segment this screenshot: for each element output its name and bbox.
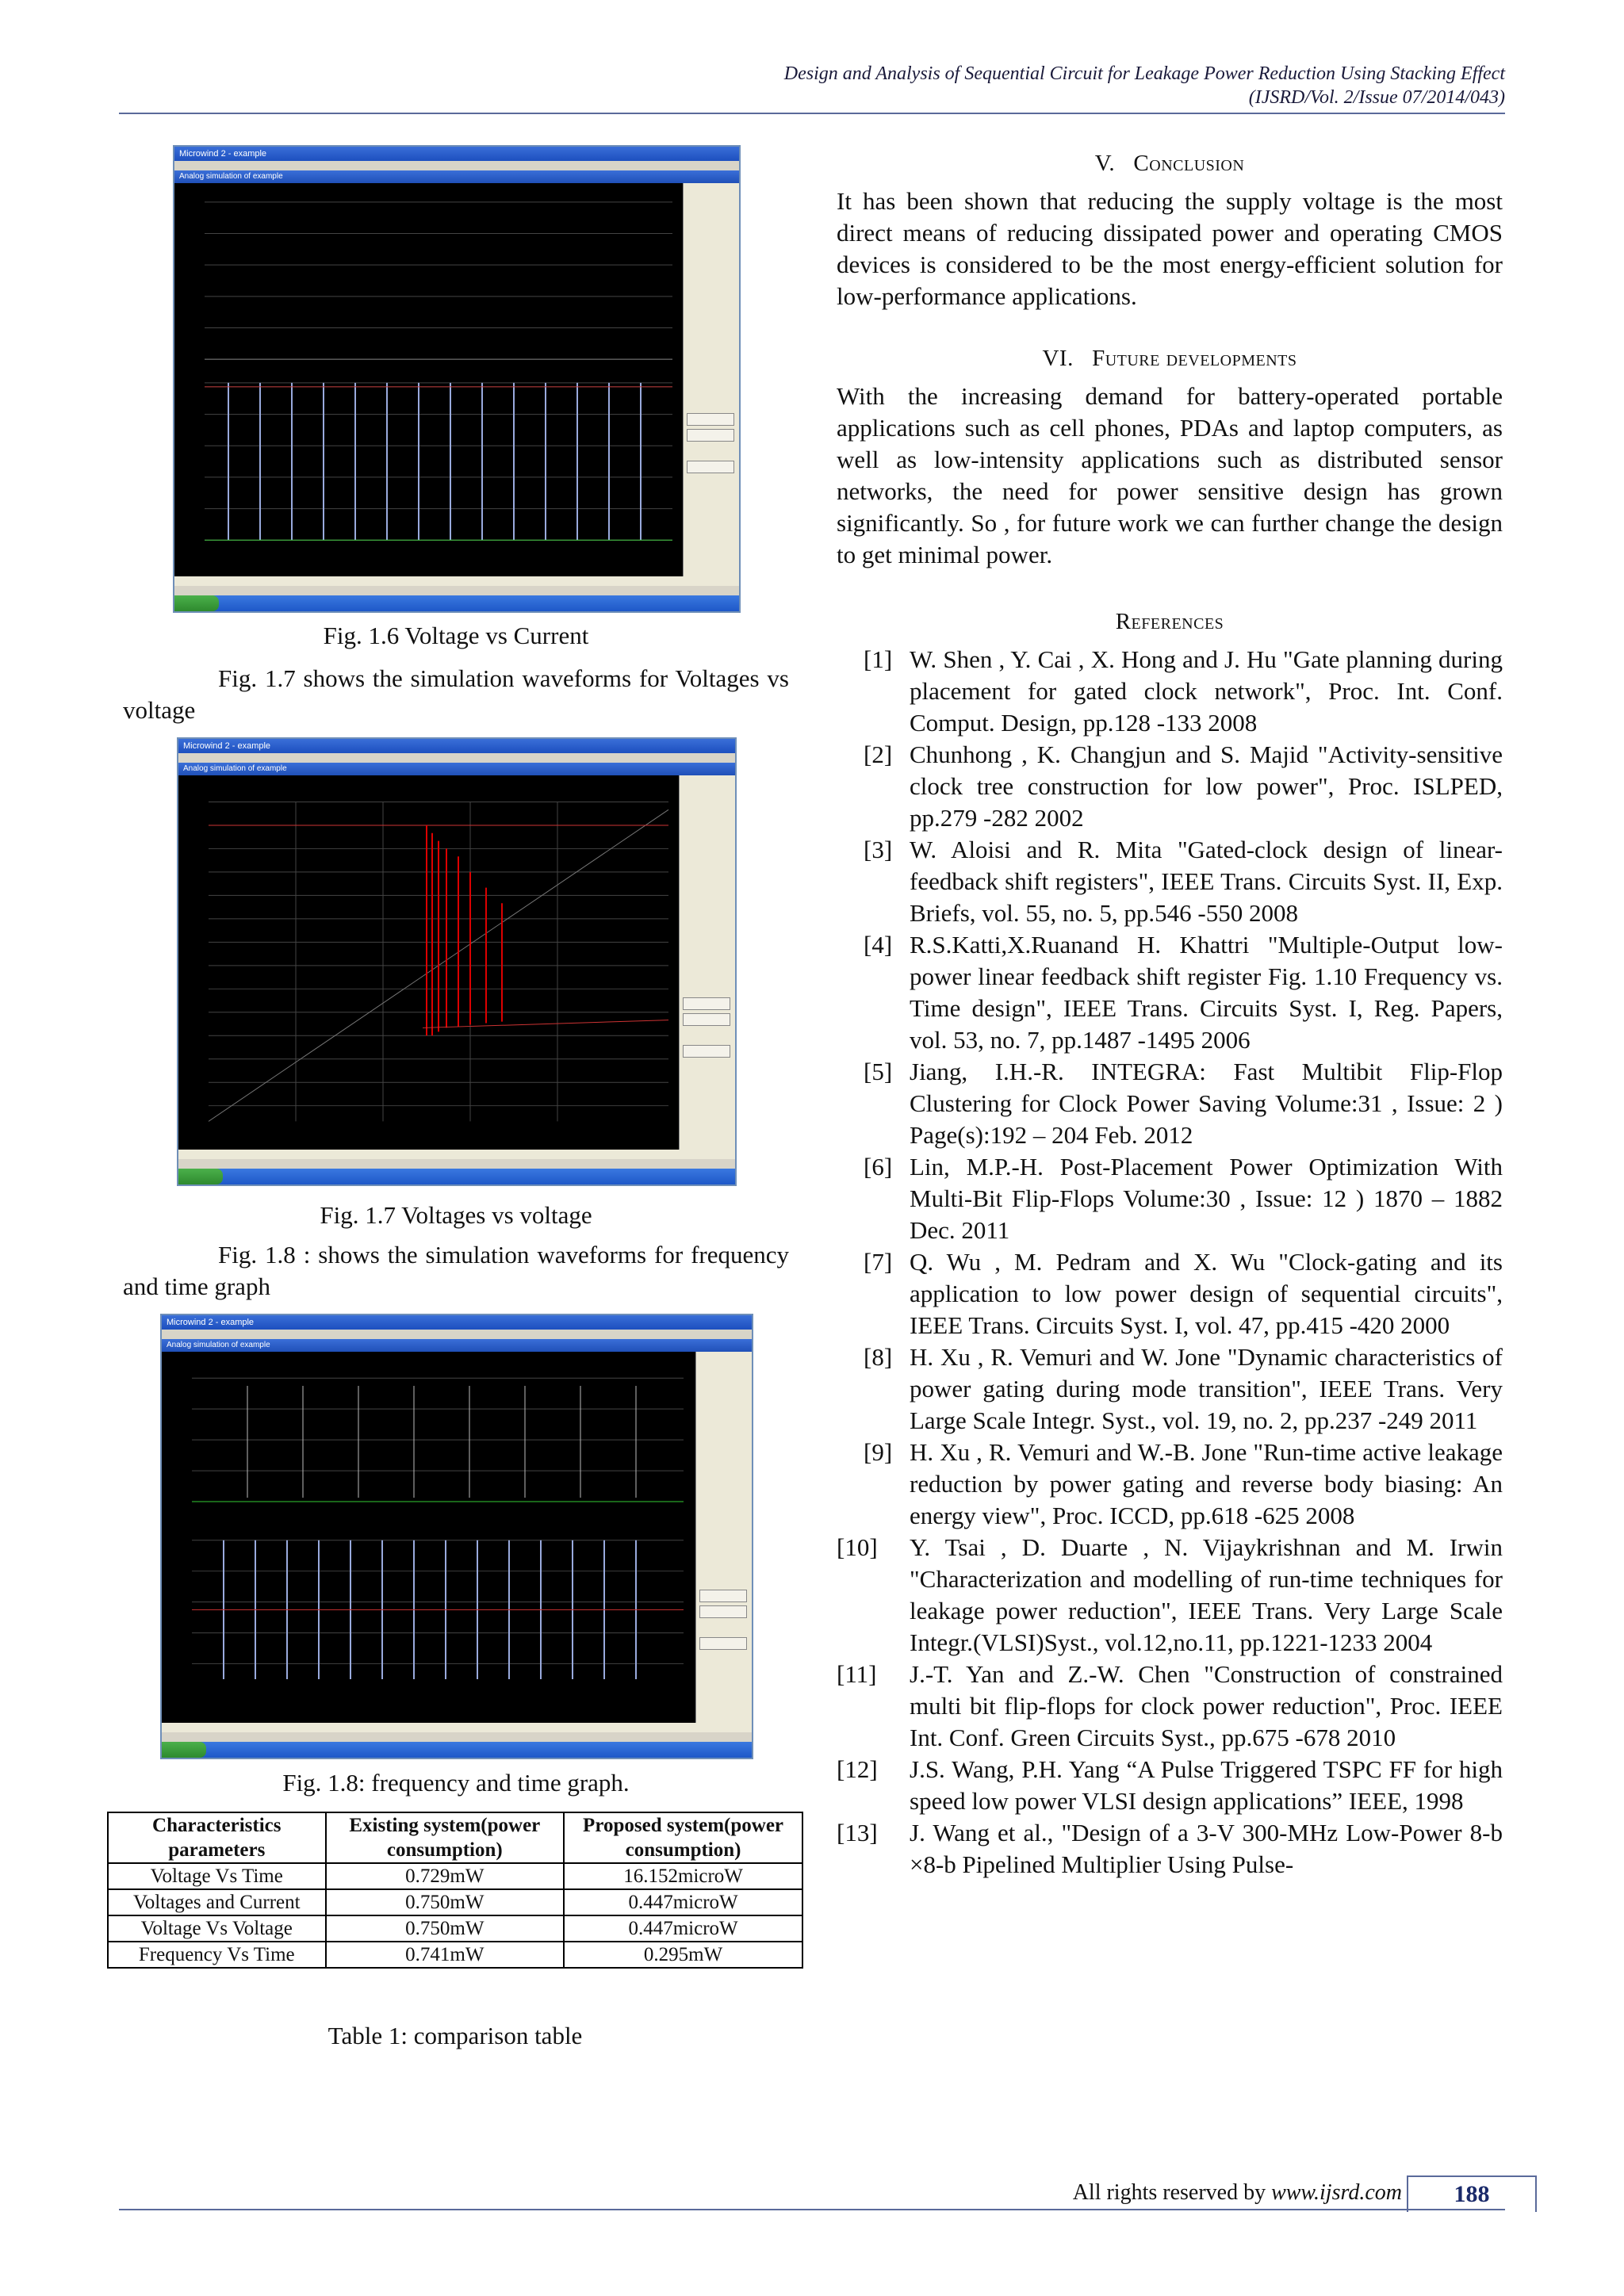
reference-number: [12] [837,1755,878,1783]
status-bar [162,1732,752,1742]
reference-item [837,1754,1503,1817]
header-issue: (IJSRD/Vol. 2/Issue 07/2014/043) [1248,87,1505,108]
table-cell: Voltages and Current [108,1889,326,1915]
reference-number: [5] [864,1058,893,1085]
reference-number: [1] [864,645,893,673]
right-column [837,143,1503,1881]
table-row [108,1915,802,1942]
start-button[interactable] [174,595,219,611]
future-number: VI. [1042,346,1074,371]
reset-button[interactable] [687,429,734,442]
table-header: Characteristics parameters [108,1812,326,1863]
site-link[interactable]: www.ijsrd.com [1271,2180,1402,2205]
window-title: Microwind 2 - example [178,739,735,753]
conclusion-text: It has been shown that reducing the supply voltage is the most direct means of reducing dissipated power and operating CMOS devices is considered to be the most energy-efficient solution for low-performance applications. [837,187,1503,310]
menu-bar [174,161,739,170]
running-header [784,62,1505,109]
more-button[interactable] [699,1590,747,1602]
reference-item [837,1437,1503,1532]
table-row [108,1889,802,1915]
reference-item [837,1341,1503,1437]
reference-item [837,1056,1503,1151]
frequency-time-plot [168,1355,691,1710]
table-row [108,1863,802,1889]
reference-text: H. Xu , R. Vemuri and W. Jone "Dynamic characteristics of power gating during mode transition", IEEE Trans. Very Large Scale Integr. Syst., vol. 19, no. 2, pp.237 -249 2011 [910,1343,1503,1434]
tab-strip [178,1150,735,1159]
voltage-transfer-plot [185,779,676,1137]
reference-text: Y. Tsai , D. Duarte , N. Vijaykrishnan and M. Irwin "Characterization and modelling of run-time techniques for leakage power reduction", IEEE Trans. Very Large Scale Integr.(VLSI)Syst., vol.12,no.11, pp.1221-1233 2004 [910,1533,1503,1656]
header-title: Design and Analysis of Sequential Circuit for Leakage Power Reduction Using Stacking Effect [783,63,1505,84]
menu-bar [162,1330,752,1339]
table-header: Existing system(power consumption) [326,1812,565,1863]
table-cell: 0.447microW [564,1915,802,1942]
reference-list [837,644,1503,1881]
reference-number: [10] [837,1533,878,1561]
table-cell: 0.729mW [326,1863,565,1889]
reference-text: Lin, M.P.-H. Post-Placement Power Optimization With Multi-Bit Flip-Flops Volume:30 , Issue: 12 ) 1870 – 1882 Dec. 2011 [910,1153,1503,1244]
close-button[interactable] [699,1637,747,1650]
more-button[interactable] [683,997,730,1010]
taskbar [162,1742,752,1758]
table-cell: 0.750mW [326,1915,565,1942]
footer-text [1073,2180,1402,2206]
reference-text: W. Aloisi and R. Mita "Gated-clock design of linear-feedback shift registers", IEEE Trans. Circuits Syst. II, Exp. Briefs, vol. 55, no. 5, pp.546 -550 2008 [910,836,1503,927]
reference-text: W. Shen , Y. Cai , X. Hong and J. Hu "Gate planning during placement for gated clock network", Proc. Int. Conf. Comput. Design, pp.128 -133 2008 [910,645,1503,737]
figure-1-7-screenshot [177,737,737,1186]
table-caption: Table 1: comparison table [327,2022,583,2049]
start-button[interactable] [178,1169,223,1184]
reference-item [837,929,1503,1056]
more-button[interactable] [687,413,734,426]
close-button[interactable] [687,461,734,473]
reference-item [837,1659,1503,1754]
reference-text: H. Xu , R. Vemuri and W.-B. Jone "Run-time active leakage reduction by power gating and reverse body biasing: An energy view", Proc. ICCD, pp.618 -625 2008 [910,1438,1503,1529]
future-title: Future developments [1092,346,1297,371]
inner-window-title: Analog simulation of example [178,763,735,775]
reference-item [837,644,1503,739]
comparison-table [107,1812,803,1969]
window-title: Microwind 2 - example [162,1315,752,1330]
conclusion-heading [837,147,1503,179]
table-row [108,1942,802,1968]
table-cell: 0.750mW [326,1889,565,1915]
window-title: Microwind 2 - example [174,147,739,161]
inner-window-title: Analog simulation of example [174,170,739,183]
control-panel [683,183,739,576]
reference-text: Q. Wu , M. Pedram and X. Wu "Clock-gating and its application to low power design of sequential circuits", IEEE Trans. Circuits Syst. I, vol. 47, pp.415 -420 2000 [910,1248,1503,1339]
reference-number: [4] [864,931,893,959]
table-cell: 0.295mW [564,1942,802,1968]
taskbar [178,1169,735,1184]
reference-text: Chunhong , K. Changjun and S. Majid "Activity-sensitive clock tree construction for low power", Proc. ISLPED, pp.279 -282 2002 [910,740,1503,832]
status-bar [174,586,739,595]
reset-button[interactable] [699,1605,747,1618]
figure-1-6-screenshot [173,145,741,613]
reset-button[interactable] [683,1013,730,1026]
tab-strip [174,576,739,586]
future-text: With the increasing demand for battery-operated portable applications such as cell phones, PDAs and laptop computers, as well as low-intensity applications such as distributed sensor networks, the need for power sensitive design has grown significantly. So , for future work we can further change the design to get minimal power. [837,382,1503,568]
inner-window-title: Analog simulation of example [162,1339,752,1352]
reference-number: [9] [864,1438,893,1466]
reference-text: R.S.Katti,X.Ruanand H. Khattri "Multiple-Output low-power linear feedback shift register Fig. 1.10 Frequency vs. Time design", IEEE Trans. Circuits Syst. I, Reg. Papers, vol. 53, no. 7, pp.1487 -1495 2006 [910,931,1503,1054]
footer-rule [119,2209,1505,2210]
reference-number: [2] [864,740,893,768]
reference-item [837,1532,1503,1659]
future-heading [837,342,1503,374]
reference-item [837,834,1503,929]
tab-strip [162,1723,752,1732]
conclusion-number: V. [1094,151,1116,176]
close-button[interactable] [683,1045,730,1058]
control-panel [679,775,735,1150]
status-bar [178,1159,735,1169]
start-button[interactable] [162,1742,206,1758]
page-number: 188 [1407,2175,1537,2212]
reference-text: J. Wang et al., "Design of a 3-V 300-MHz Low-Power 8-b ×8-b Pipelined Multiplier Using Pulse- [910,1819,1503,1878]
clock-pulses [228,383,641,540]
reference-number: [13] [837,1819,878,1846]
references-heading: References [1115,609,1224,634]
figure-1-8-intro: Fig. 1.8 : shows the simulation waveforms for frequency and time graph [123,1241,789,1300]
reference-item [837,1246,1503,1341]
figure-1-7-caption: Fig. 1.7 Voltages vs voltage [320,1201,592,1229]
table-cell: Frequency Vs Time [108,1942,326,1968]
reference-item [837,1151,1503,1246]
header-rule [119,113,1505,114]
reference-number: [7] [864,1248,893,1276]
taskbar [174,595,739,611]
reference-number: [11] [837,1660,877,1688]
reference-number: [6] [864,1153,893,1181]
reference-text: J.-T. Yan and Z.-W. Chen "Construction of constrained multi bit flip-flops for clock power reduction", Proc. IEEE Int. Conf. Green Circuits Syst., pp.675 -678 2010 [910,1660,1503,1751]
table-cell: 0.741mW [326,1942,565,1968]
reference-number: [8] [864,1343,893,1371]
table-header-row [108,1812,802,1863]
figure-1-8-caption: Fig. 1.8: frequency and time graph. [282,1769,630,1797]
conclusion-title: Conclusion [1133,151,1245,176]
reference-item [837,739,1503,834]
figure-1-6-caption: Fig. 1.6 Voltage vs Current [323,622,589,649]
reference-item [837,1817,1503,1881]
menu-bar [178,753,735,763]
figure-1-7-intro: Fig. 1.7 shows the simulation waveforms for Voltages vs voltage [123,664,789,724]
figure-1-8-screenshot [160,1314,753,1759]
table-cell: 16.152microW [564,1863,802,1889]
waveform-plot [181,186,680,564]
table-cell: Voltage Vs Time [108,1863,326,1889]
control-panel [695,1352,752,1723]
table-header: Proposed system(power consumption) [564,1812,802,1863]
reference-text: Jiang, I.H.-R. INTEGRA: Fast Multibit Flip-Flop Clustering for Clock Power Saving Volume:31 , Issue: 2 ) Page(s):192 – 204 Feb. 2012 [910,1058,1503,1149]
reference-text: J.S. Wang, P.H. Yang “A Pulse Triggered TSPC FF for high speed low power VLSI design applications” IEEE, 1998 [910,1755,1503,1815]
frequency-markers [247,1386,636,1498]
copyright-text: All rights reserved by [1072,2180,1272,2205]
table-cell: 0.447microW [564,1889,802,1915]
reference-number: [3] [864,836,893,863]
table-cell: Voltage Vs Voltage [108,1915,326,1942]
